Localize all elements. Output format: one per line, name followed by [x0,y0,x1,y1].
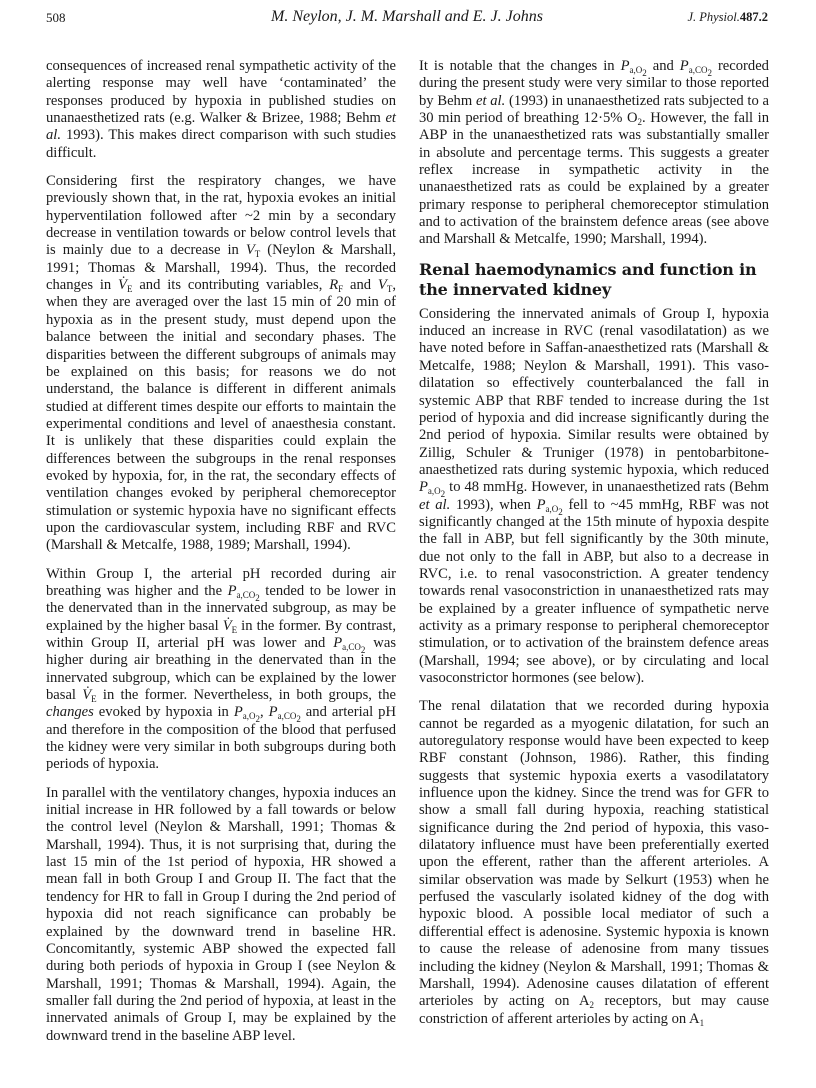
paragraph: In parallel with the ventilatory changes, hypoxia induces an initial increase in HR followed by a fall towards or below the control level (Neylon & Marshall, 1991; Thomas & Marshall, 1994). Thus, it is not surprising that, during the last 15 min of the 1st period of hypoxia, HR showed a mean fall in both Group I and Group II. The fact that the tendency for HR to fall in Group I during the 2nd period of hypoxia did not reach significance can probably be explained by the downward trend in baseline HR. Concomitantly, systemic ABP showed the expected fall during both periods of hypoxia in Group I (see Neylon & Marshall, 1991; Thomas & Marshall, 1994). Again, the smaller fall during the 2nd period of hypoxia, at least in the innervated animals of Group I, may be explained by the downward trend in the baseline ABP level. [46,784,396,1044]
paragraph: Considering first the respiratory changes, we have previously shown that, in the rat, hypoxia evokes an initial hyperventilation followed after ~2 min by a secondary decrease in ventilation towards or below control levels that is mainly due to a decrease in $V_T$ (Neylon & Marshall, 1991; Thomas & Marshall, 1994). Thus, the recorded changes in $V̇_E$ and its contributing variables, $R_F$ and $V_T$, when they are averaged over the last 15 min of 20 min of hypoxia as in the present study, must depend upon the balance between the initial and secondary phases. The disparities between the different subgroups of animals may be explained on this basis; for reasons we do not understand, the balance is different in different animals studied at different times despite our efforts to maintain the experimental conditions and level of anaesthesia constant. It is unlikely that these disparities could explain the differences between the subgroups in the renal responses evoked by hypoxia, for, in the rat, the secondary effects of ventilation changes evoked by peripheral chemoreceptor stimulation or systemic hypoxia have no significant effects upon the cardiovascular system, including RBF and RVC (Marshall & Metcalfe, 1988, 1989; Marshall, 1994). [46,173,396,554]
running-title: M. Neylon, J. M. Marshall and E. J. Johns [271,8,543,25]
page-number: 508 [46,10,66,25]
page-header [46,6,768,30]
journal-volume: 487.2 [739,10,768,24]
paragraph: Within Group I, the arterial pH recorded during air breathing was higher and the $P_{a,CO_2}$ tended to be lower in the denervated than in the innervated subgroup, as may be explained by the higher basal $V̇_E$ in the former. By contrast, within Group II, arterial pH was lower and $P_{a,CO_2}$ was higher during air breathing in the denervated than in the innervated subgroup, which can be explained by the lower basal $V̇_E$ in the former. Nevertheless, in both groups, the changes evoked by hypoxia in $P_{a,O_2}$, $P_{a,CO_2}$ and arterial pH and therefore in the composition of the blood that perfused the kidney were very similar in both subgroups during both periods of hypoxia. [46,565,396,773]
journal-citation [687,10,768,25]
paragraph: consequences of increased renal sympathetic activity of the alerting response may well have ‘contaminated’ the responses produced by hypoxia in published studies on unanaesthetized rats (e.g. Walker & Brizee, 1988; Behm et al. 1993). This makes direct comparison with such studies difficult. [46,58,396,161]
journal-abbrev: J. Physiol. [687,10,740,24]
left-column [46,58,396,1056]
paragraph: The renal dilatation that we recorded during hypoxia cannot be regarded as a myogenic dilatation, for such an autoregulatory response would have been expected to keep RBF constant (Johnson, 1986). Rather, this finding suggests that systemic hypoxia exerts a vasodilatatory influence upon the kidney. Since the trend was for GFR to show a small fall during hypoxia, reaching statistical significance during the 2nd period of hypoxia, this vasodilatatory influence must have been preferentially exerted upon the efferent, rather than the afferent arterioles. A similar observation was made by Selkurt (1953) when he perfused the vascularly isolated kidney of the dog with hypoxic blood. A possible local mediator of such a differential effect is adenosine. Systemic hypoxia is known to cause the release of adenosine from many tissues including the kidney (Neylon & Marshall, 1991; Thomas & Marshall, 1994). Adenosine causes dilatation of efferent arterioles by acting on $A_2$ receptors, but may cause constriction of afferent arterioles by acting on $A_1$ [419,698,769,1028]
paragraph: Considering the innervated animals of Group I, hypoxia induced an increase in RVC (renal vasodilatation) as we have noted before in Saffan-anaesthetized rats (Marshall & Metcalfe, 1988; Neylon & Marshall, 1991). This vasodilatation so effectively counterbalanced the fall in systemic ABP that RBF tended to increase during the 1st period of hypoxia and did increase significantly during the 2nd period of hypoxia. Similar results were obtained by Zillig, Schuler & Truniger (1978) in pentobarbitone-anaesthetized rats during systemic hypoxia, which reduced $P_{a,O_2}$ to 48 mmHg. However, in unanaesthetized rats (Behm et al. 1993), when $P_{a,O_2}$ fell to ~45 mmHg, RBF was not significantly changed at the 15th minute of hypoxia despite the fall in ABP, but fell significantly by the 30th minute, due not only to the fall in ABP, but also to a decrease in RVC, i.e. to renal vasoconstriction. A greater tendency towards renal vasoconstriction in unanaesthetized rats may be explained by a greater influence of sympathetic nerve activity as a primary response to peripheral chemoreceptor stimulation, or to activation of the brainstem defence areas (Marshall, 1994; see above), or by circulating and local vasoconstrictor hormones (see below). [419,305,769,686]
right-column [419,58,769,1039]
paragraph: It is notable that the changes in $P_{a,O_2}$ and $P_{a,CO_2}$ recorded during the present study were very similar to those reported by Behm et al. (1993) in unanaesthetized rats subjected to a 30 min period of breathing 12·5% $O_2$. However, the fall in ABP in the unanaesthetized rats was substantially smaller in absolute and percentage terms. This suggests a greater reflex increase in sympathetic activity in the unanaesthetized rats as could be explained by a greater primary response to peripheral chemoreceptor stimulation and to activation of the brainstem defence areas (see above and Marshall & Metcalfe, 1990; Marshall, 1994). [419,58,769,248]
section-heading: Renal haemodynamics and function in the innervated kidney [419,259,757,299]
